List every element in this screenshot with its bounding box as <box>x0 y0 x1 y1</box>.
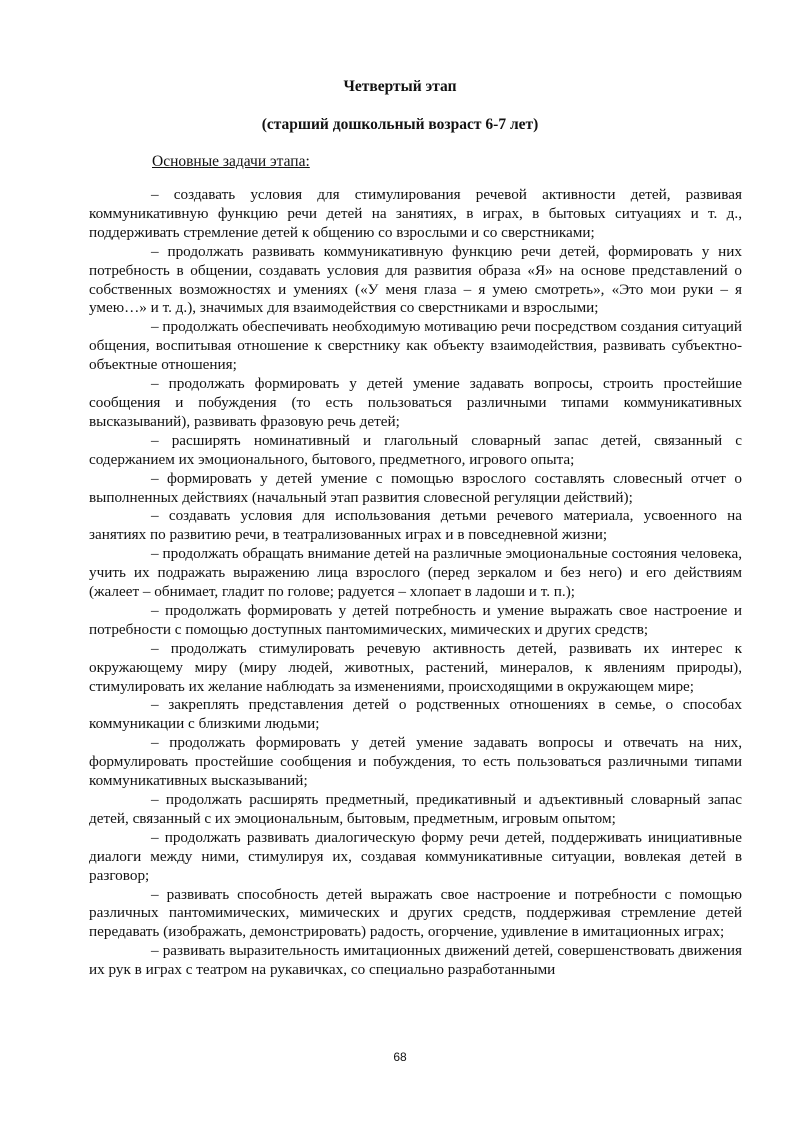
task-item: – продолжать стимулировать речевую активность детей, развивать их интерес к окружающему миру (миру людей, животных, растений, минералов, к явлениям природы), стимулировать их желание наблюдать за изменениями, происходящими в окружающем мире; <box>89 639 742 695</box>
task-item: – продолжать развивать коммуникативную функцию речи детей, формировать у них потребность в общении, создавать условия для развития образа «Я» на основе представлений о собственных возможностях и умениях («У меня глаза – я умею смотреть», «Это мои руки – я умею…» и т. д.), значимых для взаимодействия со сверстниками и взрослыми; <box>89 242 742 317</box>
stage-subtitle: (старший дошкольный возраст 6-7 лет) <box>261 116 539 133</box>
tasks-label: Основные задачи этапа: <box>152 153 310 170</box>
task-item: – формировать у детей умение с помощью взрослого составлять словесный отчет о выполненных действиях (начальный этап развития словесной регуляции действий); <box>89 469 742 506</box>
task-item: – продолжать формировать у детей умение задавать вопросы и отвечать на них, формулировать простейшие сообщения и побуждения, то есть пользоваться различными типами коммуникативных высказываний; <box>89 734 742 790</box>
page-number: 68 <box>393 1050 407 1064</box>
task-item: – продолжать обращать внимание детей на различные эмоциональные состояния человека, учить их подражать выражению лица взрослого (перед зеркалом и без него) и его действиям (жалеет – обнимает, гладит по голове; радуется – хлопает в ладоши и т. п.); <box>89 545 742 601</box>
task-item: – продолжать формировать у детей потребность и умение выражать свое настроение и потребности с помощью доступных пантомимических, мимических и других средств; <box>89 601 742 638</box>
task-item: – развивать выразительность имитационных движений детей, совершенствовать движения их рук в играх с театром на рукавичках, со специально разработанными <box>89 942 742 979</box>
task-list <box>89 186 742 980</box>
task-item: – закреплять представления детей о родственных отношениях в семье, о способах коммуникации с близкими людьми; <box>89 696 742 733</box>
task-item: – создавать условия для стимулирования речевой активности детей, развивая коммуникативную функцию речи детей на занятиях, в играх, в бытовых ситуациях и т. д., поддерживать стремление детей к общению со взрослыми и со сверстниками; <box>89 186 742 241</box>
task-item: – продолжать расширять предметный, предикативный и адъективный словарный запас детей, связанный с их эмоциональным, бытовым, предметным, игровым опытом; <box>89 791 742 827</box>
task-item: – продолжать обеспечивать необходимую мотивацию речи посредством создания ситуаций общения, воспитывая отношение к сверстнику как объекту взаимодействия, развивать субъектно-объектные отношения; <box>89 318 742 374</box>
task-item: – расширять номинативный и глагольный словарный запас детей, связанный с содержанием их эмоционального, бытового, предметного, игрового опыта; <box>89 431 742 468</box>
task-item: – продолжать развивать диалогическую форму речи детей, поддерживать инициативные диалоги между ними, стимулируя их, создавая коммуникативные ситуации, вовлекая детей в разговор; <box>89 828 742 884</box>
task-item: – продолжать формировать у детей умение задавать вопросы, строить простейшие сообщения и побуждения (то есть пользоваться различными типами коммуникативных высказываний), развивать фразовую речь детей; <box>89 375 742 430</box>
task-item: – создавать условия для использования детьми речевого материала, усвоенного на занятиях по развитию речи, в театрализованных играх и в повседневной жизни; <box>89 507 742 544</box>
task-item: – развивать способность детей выражать свое настроение и потребности с помощью различных пантомимических, мимических и других средств, поддерживая стремление детей передавать (изображать, демонстрировать) радость, огорчение, удивление в имитационных играх; <box>89 885 742 941</box>
stage-title: Четвертый этап <box>343 78 457 95</box>
